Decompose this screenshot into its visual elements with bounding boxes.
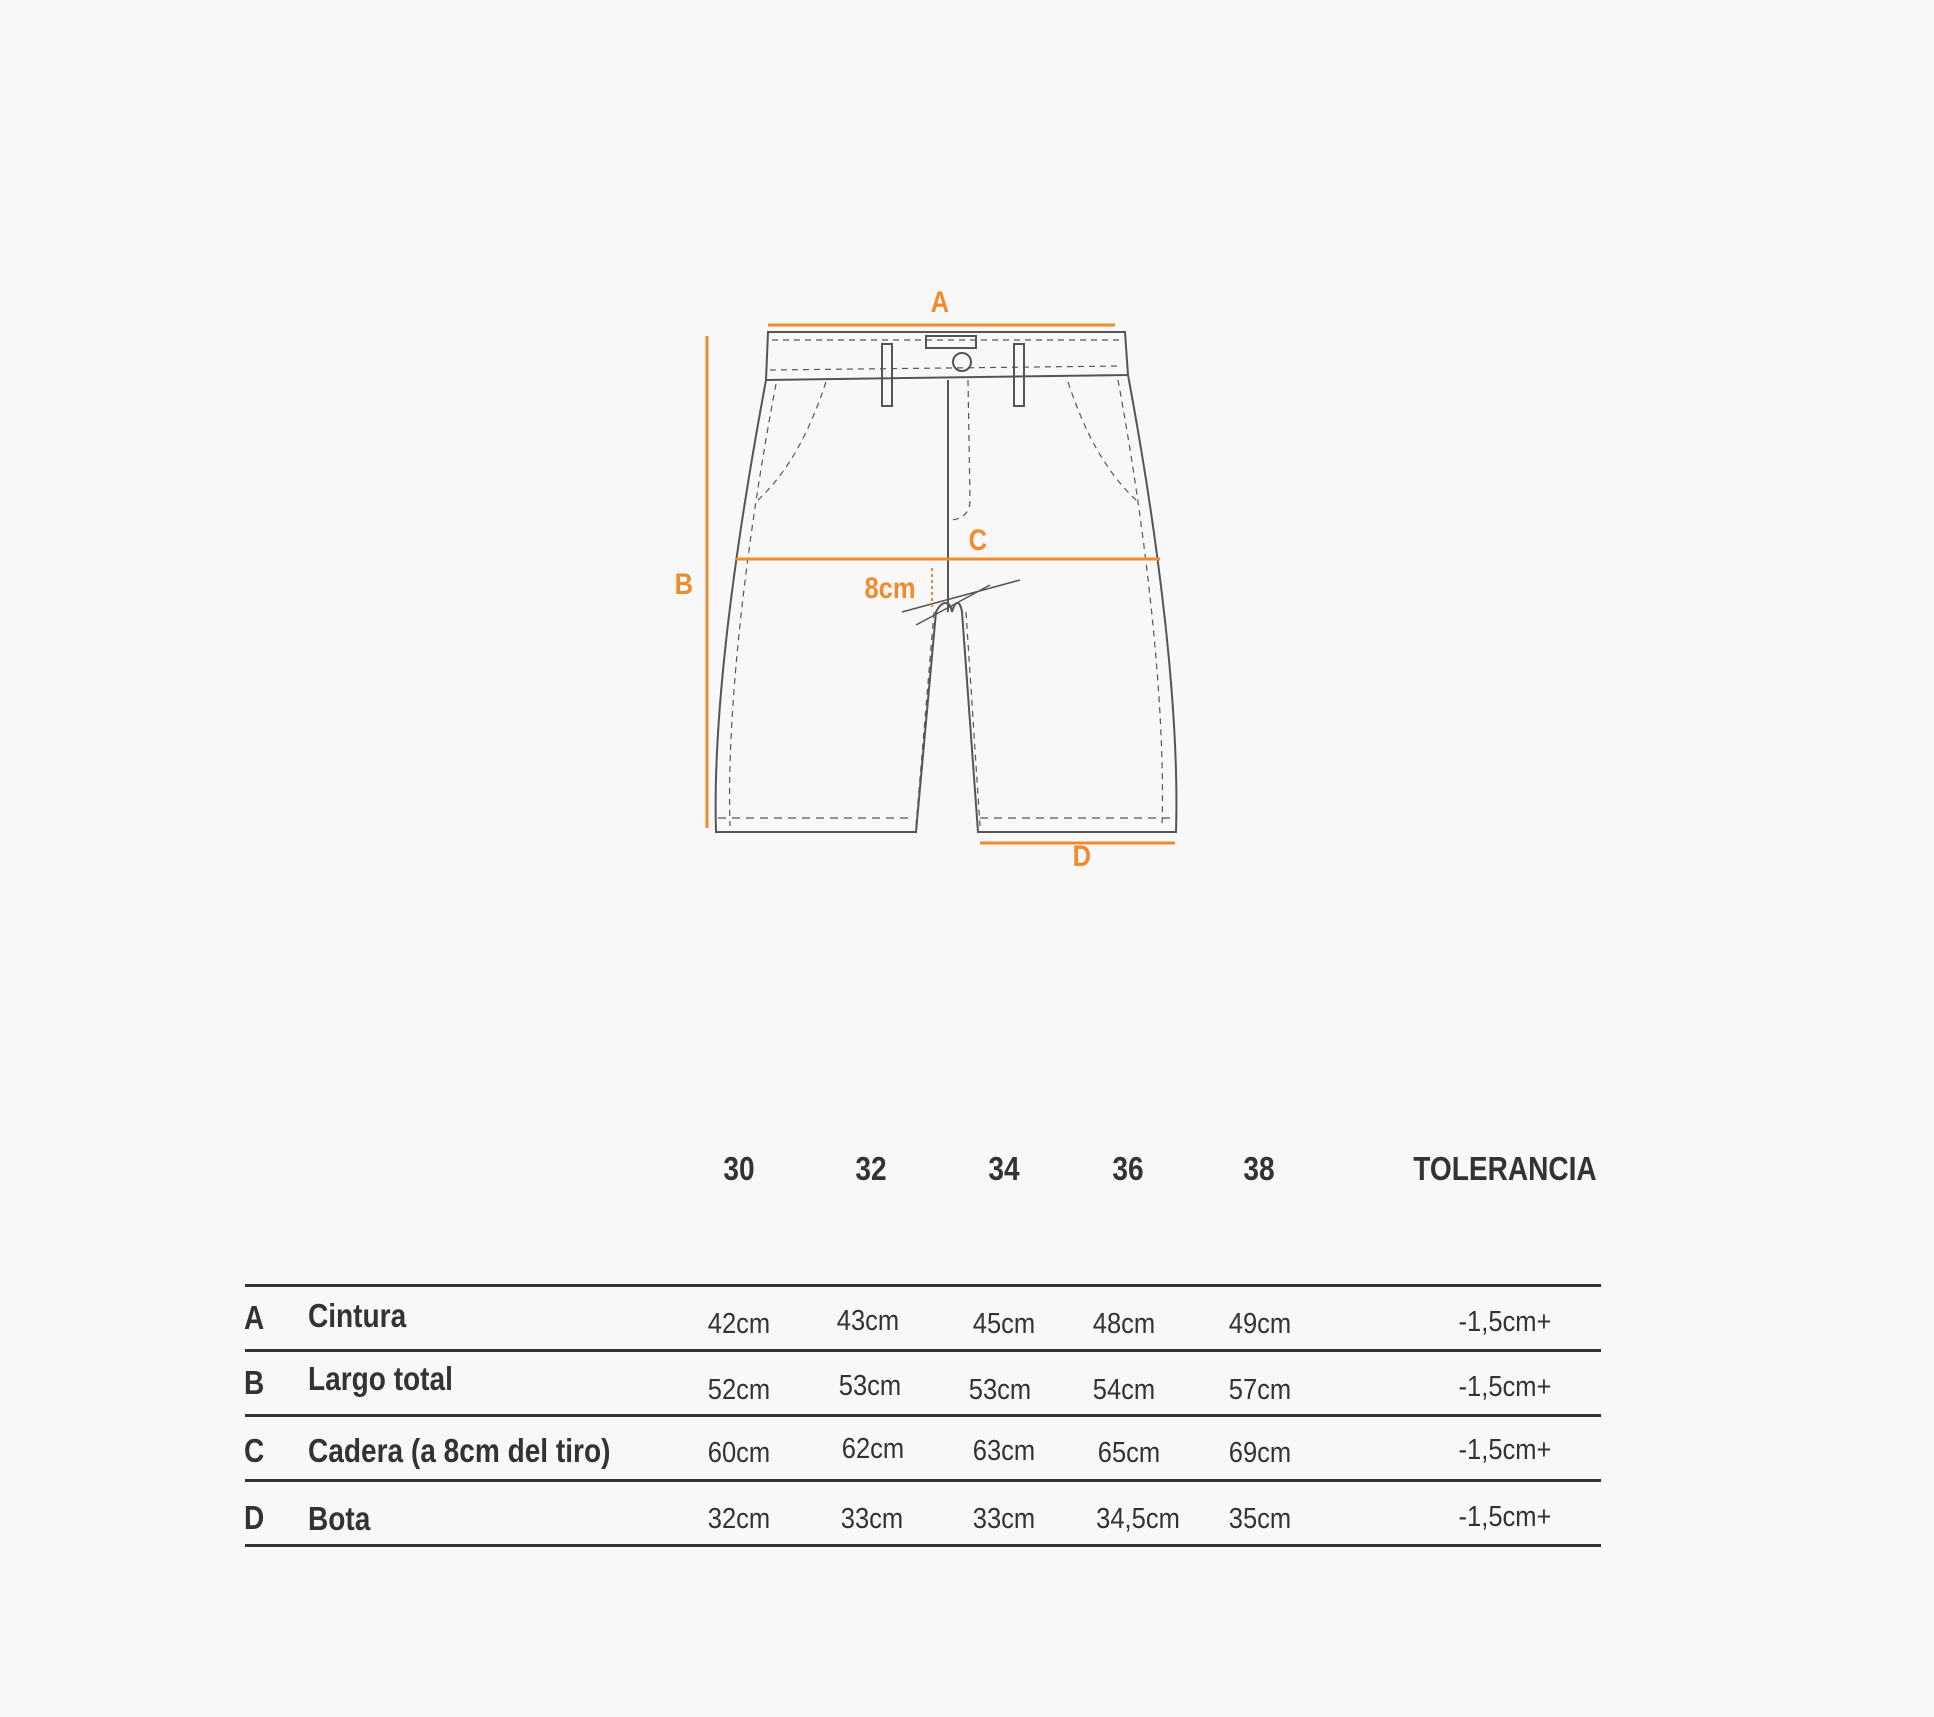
size-header-30: 30 [723, 1150, 755, 1187]
table-cell: 45cm [972, 1308, 1036, 1340]
table-rule [245, 1414, 1601, 1417]
belt-loop-right [1014, 344, 1024, 406]
right-leg [952, 375, 1176, 832]
label-8cm: 8cm [864, 572, 916, 605]
table-cell: 49cm [1228, 1308, 1292, 1340]
table-cell: 32cm [707, 1503, 771, 1535]
waistband-stitch-lower [770, 366, 1122, 370]
table-cell: 33cm [972, 1503, 1036, 1535]
table-cell: 57cm [1228, 1374, 1292, 1406]
table-cell: 69cm [1228, 1437, 1292, 1469]
row-letter: C [244, 1432, 265, 1469]
belt-loop-center [926, 336, 976, 348]
size-header-38: 38 [1243, 1150, 1275, 1187]
table-cell: 35cm [1228, 1503, 1292, 1535]
row-letter: A [244, 1299, 265, 1336]
row-label: Cadera (a 8cm del tiro) [308, 1432, 611, 1469]
belt-loop-left [882, 344, 892, 406]
tolerance-header: TOLERANCIA [1413, 1150, 1597, 1187]
table-cell: 53cm [968, 1374, 1032, 1406]
measurement-lines [707, 325, 1175, 843]
shorts-outline [716, 332, 1177, 832]
inseam-right [966, 612, 980, 826]
crotch-mark [902, 580, 1020, 625]
table-cell: 53cm [838, 1370, 902, 1402]
row-label: Bota [308, 1500, 371, 1537]
table-rule [245, 1544, 1601, 1547]
row-label: Cintura [308, 1297, 407, 1334]
tolerance-cell: -1,5cm+ [1458, 1501, 1552, 1533]
table-cell: 62cm [841, 1433, 905, 1465]
left-leg [716, 380, 952, 832]
tolerance-cell: -1,5cm+ [1458, 1371, 1552, 1403]
tolerance-cell: -1,5cm+ [1458, 1434, 1552, 1466]
label-b: B [674, 568, 694, 601]
row-label: Largo total [308, 1360, 453, 1397]
pocket-left [758, 382, 826, 500]
table-cell: 48cm [1092, 1308, 1156, 1340]
size-header-36: 36 [1112, 1150, 1144, 1187]
waistband [766, 332, 1128, 380]
pocket-right [1068, 382, 1136, 500]
table-cell: 65cm [1097, 1437, 1161, 1469]
table-cell: 54cm [1092, 1374, 1156, 1406]
table-rule [245, 1479, 1601, 1482]
label-a: A [930, 286, 950, 319]
table-cell: 52cm [707, 1374, 771, 1406]
row-letter: B [244, 1364, 265, 1401]
table-rule [245, 1284, 1601, 1287]
table-cell: 43cm [836, 1305, 900, 1337]
label-d: D [1072, 840, 1092, 873]
fly-stitch [948, 380, 970, 520]
row-letter: D [244, 1499, 265, 1536]
size-header-34: 34 [988, 1150, 1020, 1187]
table-cell: 60cm [707, 1437, 771, 1469]
table-cell: 34,5cm [1096, 1503, 1180, 1535]
table-cell: 33cm [840, 1503, 904, 1535]
table-cell: 63cm [972, 1435, 1036, 1467]
table-rule [245, 1349, 1601, 1352]
label-c: C [968, 524, 988, 557]
size-header-32: 32 [855, 1150, 887, 1187]
table-cell: 42cm [707, 1308, 771, 1340]
tolerance-cell: -1,5cm+ [1458, 1306, 1552, 1338]
